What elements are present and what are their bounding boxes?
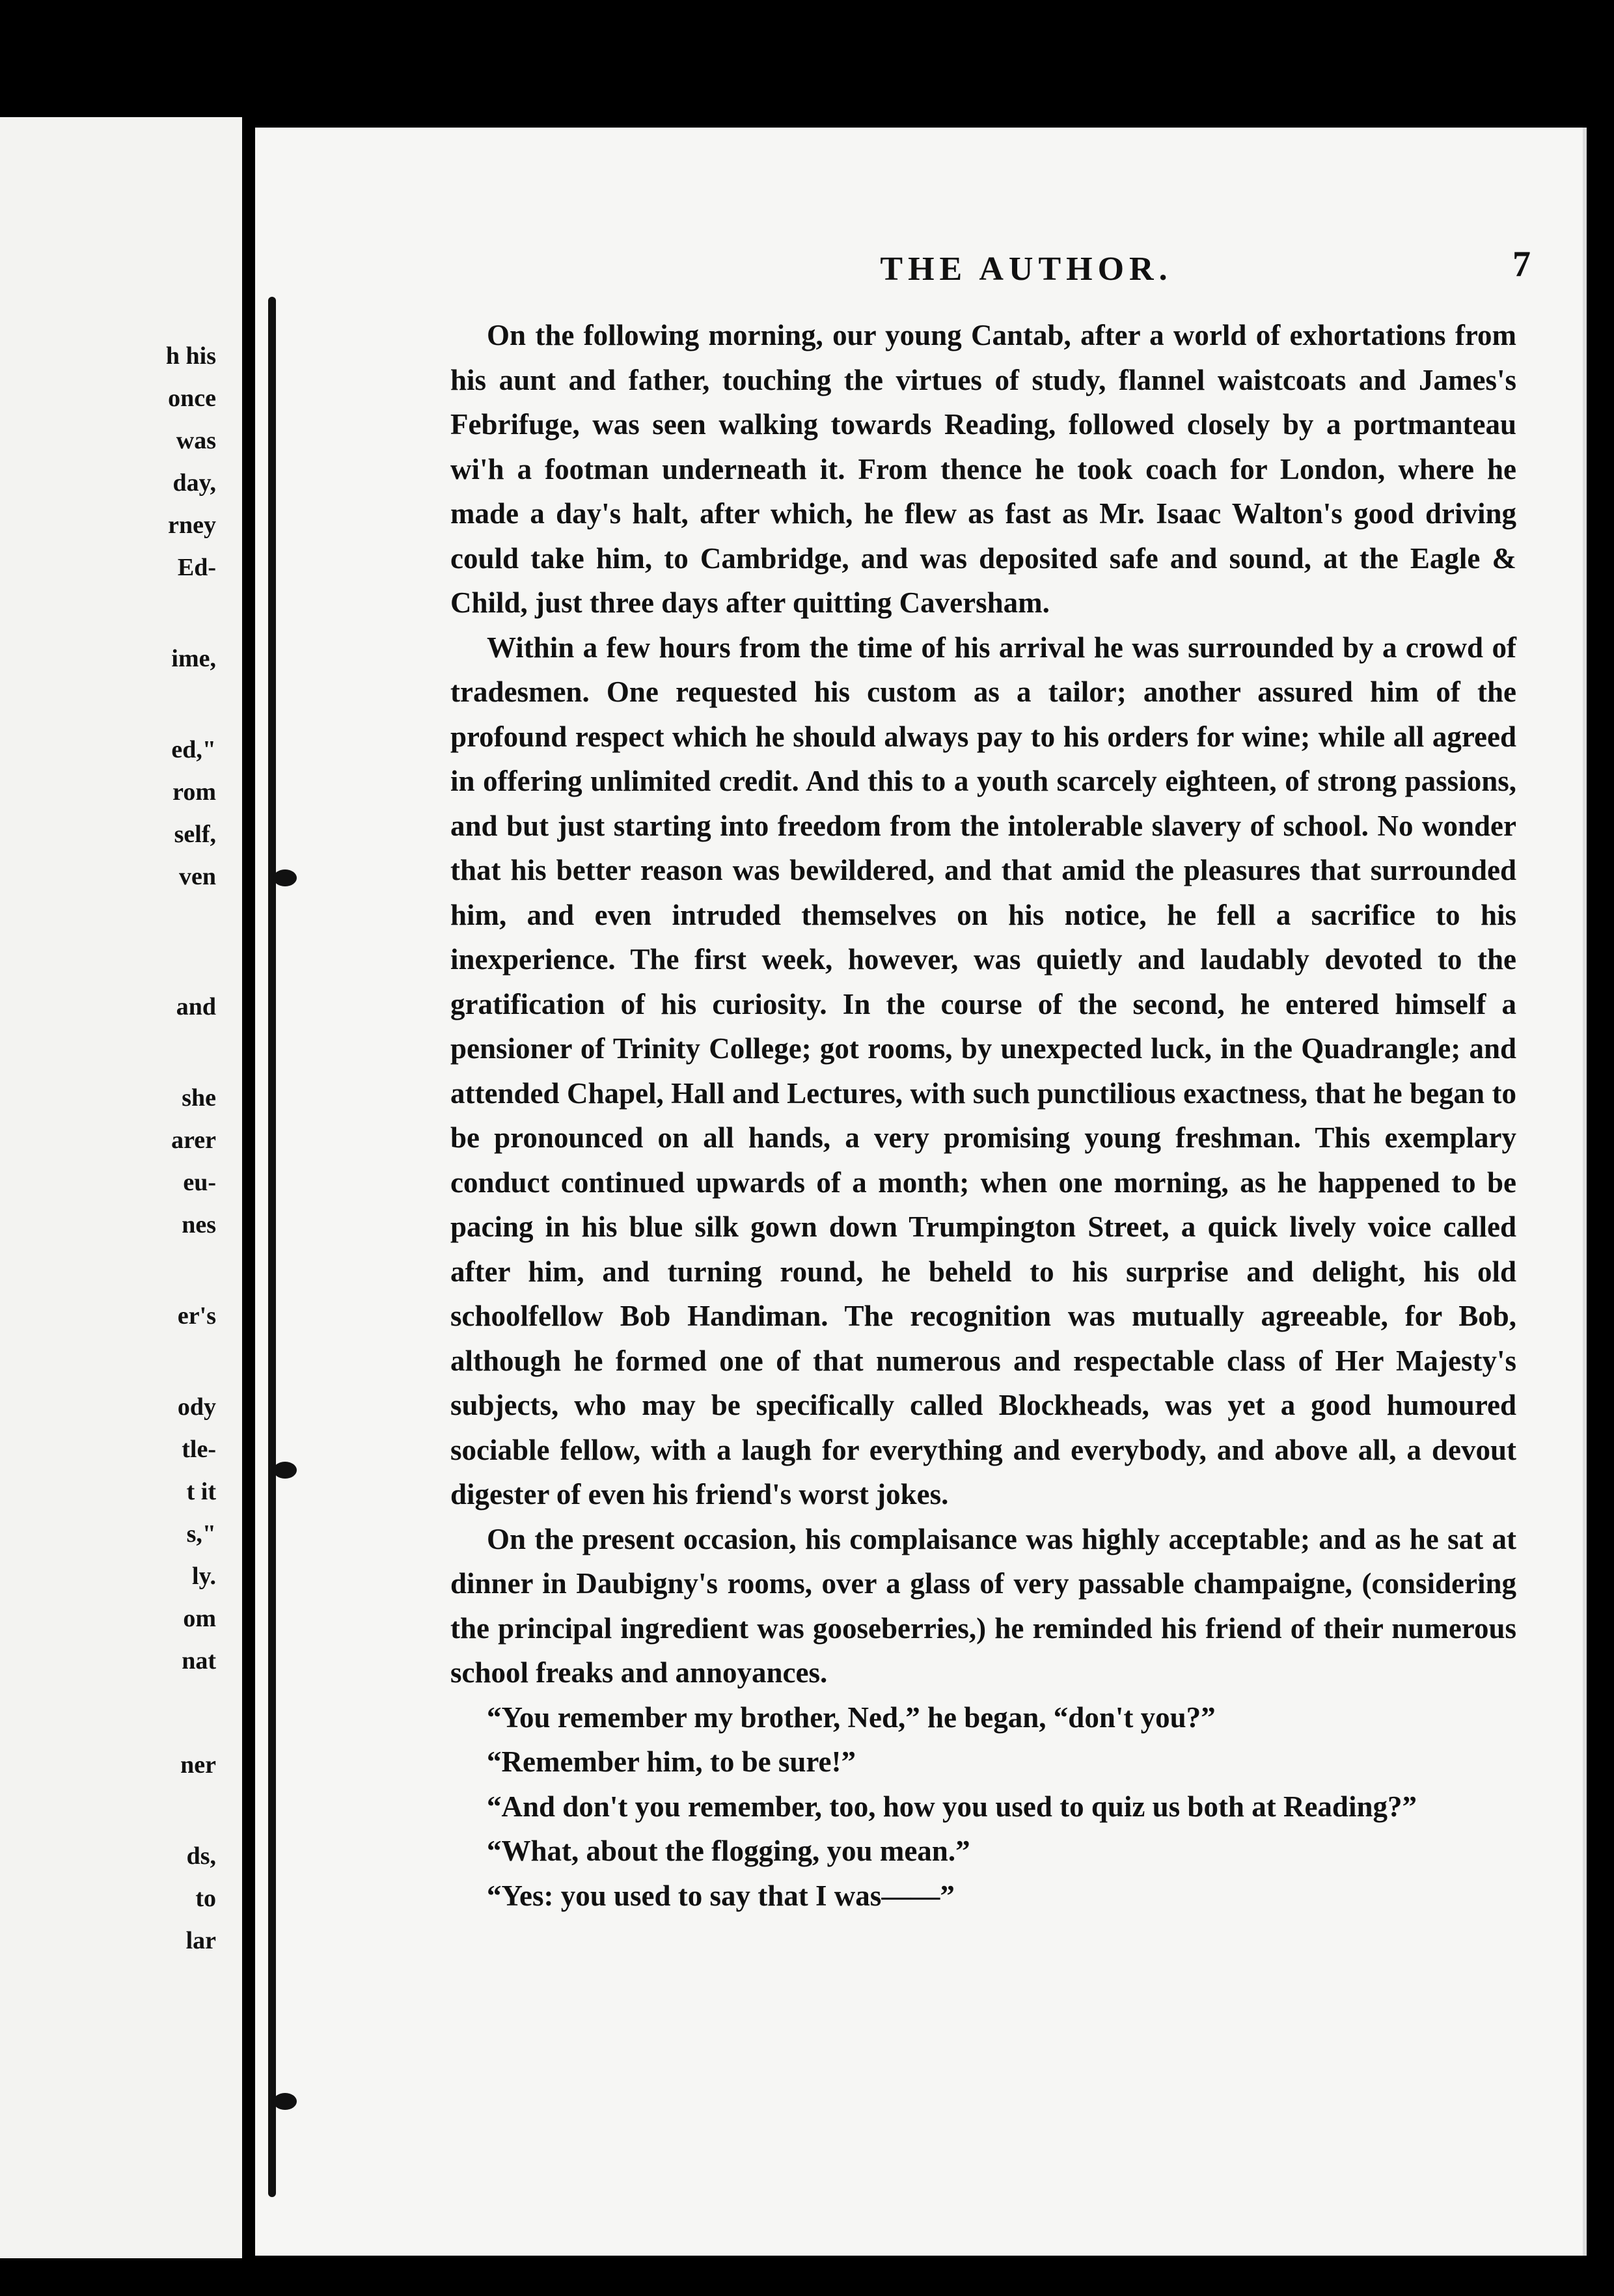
fragment-line: nat [182,1647,216,1674]
fragment-line: lar [185,1927,216,1954]
fragment-line: s," [186,1520,216,1548]
fragment-line: ly. [192,1563,216,1590]
dialogue-line: “You remember my brother, Ned,” he began, “don't you?” [487,1701,1216,1734]
facing-page-fragment [0,117,242,2258]
fragment-line: she [182,1084,216,1112]
fragment-line: to [195,1885,216,1912]
binding-thread [268,297,276,2197]
dialogue-line: “Remember him, to be sure!” [487,1745,856,1778]
fragment-line: arer [171,1127,216,1154]
fragment-line: self, [174,821,216,848]
page-number: 7 [1512,244,1531,284]
dialogue-line: “Yes: you used to say that I was——” [487,1879,955,1912]
binding-knot [273,1462,297,1479]
paragraph: Within a few hours from the time of his arrival he was surrounded by a crowd of tradesmen. One requested his custom as a tailor; another assured him of the profound respect which he should always pay to his orders for wine; while all agreed in offering unlimited credit. And this to a youth scarcely eighteen, of strong passions, and but just starting into freedom from the intolerable slavery of school. No wonder that his better reason was bewildered, and that amid the pleasures that surrounded him, and even intruded themselves on his notice, he fell a sacrifice to his inexperience. The first week, however, was quietly and laudably devoted to the gratification of his curiosity. In the course of the second, he entered himself a pensioner of Trinity College; got rooms, by unexpected luck, in the Quadrangle; and attended Chapel, Hall and Lectures, with such punctilious exactness, that he began to be pronounced on all hands, a very promising young freshman. This exemplary conduct continued upwards of a month; when one morning, as he happened to be pacing in his blue silk gown down Trumpington Street, a quick lively voice called after him, and turning round, he beheld to his surprise and delight, his old schoolfellow Bob Handiman. The recognition was mutually agreeable, for Bob, although he formed one of that numerous and respectable class of Her Majesty's subjects, who may be specifically called Blockheads, was yet a good humoured sociable fellow, with a laugh for everything and everybody, and above all, a devout digester of even his friend's worst jokes. [450,631,1516,1510]
dialogue-line: “And don't you remember, too, how you used to quiz us both at Reading?” [487,1790,1417,1823]
fragment-line: t it [186,1478,216,1505]
fragment-line: day, [172,469,216,497]
fragment-line: nes [182,1211,216,1238]
fragment-line: er's [177,1302,216,1330]
fragment-line: eu- [183,1169,216,1196]
fragment-line: Ed- [177,554,216,581]
fragment-line: om [183,1605,216,1632]
paragraph: On the present occasion, his complaisance was highly acceptable; and as he sat at dinner in Daubigny's rooms, over a glass of very passable champaigne, (considering the principal ingredient was gooseberries,) he reminded his friend of their numerous school freaks and annoyances. [450,1522,1516,1689]
fragment-line: and [176,993,216,1020]
paragraph: On the following morning, our young Cantab, after a world of exhortations from his aunt and father, touching the virtues of study, flannel waistcoats and James's Febrifuge, was seen walking towards Reading, followed closely by a portmanteau wi'h a footman underneath it. From thence he took coach for London, where he made a day's halt, after which, he flew as fast as Mr. Isaac Walton's good driving could take him, to Cambridge, and was deposited safe and sound, at the Eagle & Child, just three days after quitting Caversham. [450,319,1516,619]
fragment-line: was [176,427,216,454]
binding-knot [273,869,297,886]
binding-knot [273,2093,297,2110]
running-header [255,250,1583,288]
fragment-line: once [168,385,216,412]
fragment-line: ed," [171,736,216,763]
fragment-line: ner [180,1751,216,1779]
fragment-line: ody [177,1393,216,1421]
fragment-line: h his [165,342,216,370]
page-body [450,313,1516,1918]
fragment-line: rom [172,778,216,806]
running-title: THE AUTHOR. [880,251,1173,288]
dialogue-line: “What, about the flogging, you mean.” [487,1835,970,1867]
fragment-line: ds, [186,1842,216,1870]
fragment-line: rney [168,512,216,539]
fragment-line: ime, [171,645,216,672]
book-page [255,128,1587,2256]
fragment-line: tle- [182,1436,216,1463]
fragment-line: ven [179,863,216,890]
